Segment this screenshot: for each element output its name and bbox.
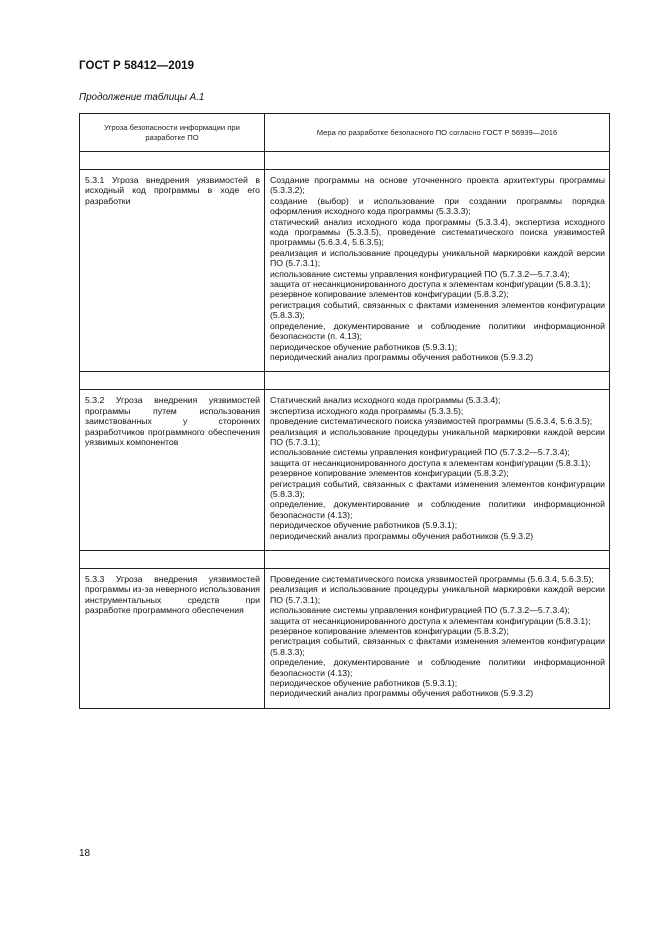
measure-item: проведение систематического поиска уязвимостей программы (5.6.3.4, 5.6.3.5); xyxy=(270,416,593,427)
measure-item: реализация и использование процедуры уникальной маркировки каждой версии ПО (5.7.3.1); xyxy=(270,247,605,269)
spacer-cell xyxy=(80,551,265,569)
threat-cell: 5.3.1 Угроза внедрения уязвимостей в исходный код программы в ходе его разработки xyxy=(80,170,265,372)
measure-item: периодическое обучение работников (5.9.3.1); xyxy=(270,678,458,689)
measure-item: регистрация событий, связанных с фактами изменения элементов конфигурации (5.8.3.3); xyxy=(270,636,605,657)
table-row xyxy=(80,569,610,709)
header-measure: Мера по разработке безопасного ПО согласно ГОСТ Р 56939—2016 xyxy=(265,114,610,152)
measure-item: определение, документирование и соблюдение политики информационной безопасности (4.13); xyxy=(270,657,605,678)
measure-item: резервное копирование элементов конфигурации (5.8.3.2); xyxy=(270,289,509,300)
measure-item: Создание программы на основе уточненного проекта архитектуры программы (5.3.3.2); xyxy=(270,175,605,196)
measure-item: периодический анализ программы обучения работников (5.9.3.2) xyxy=(270,351,534,362)
row-spacer xyxy=(80,551,610,569)
measure-item: Проведение систематического поиска уязвимостей программы (5.6.3.4, 5.6.3.5); xyxy=(270,574,594,584)
measure-item: регистрация событий, связанных с фактами изменения элементов конфигурации (5.8.3.3); xyxy=(270,478,605,499)
measure-item: резервное копирование элементов конфигурации (5.8.3.2); xyxy=(270,468,509,479)
threat-cell: 5.3.3 Угроза внедрения уязвимостей программы из-за неверного использования инструментальных средств при разработке программного обеспечения xyxy=(80,569,265,709)
measure-item: статический анализ исходного кода программы (5.3.3.4), экспертиза исходного кода программы (5.3.3.5), проведение систематического поиска уязвимостей программы (5.6.3.4, 5.6.3.5); xyxy=(270,216,605,248)
row-spacer xyxy=(80,152,610,170)
measure-item: использование системы управления конфигурацией ПО (5.7.3.2—5.7.3.4); xyxy=(270,605,570,616)
measure-item: использование системы управления конфигурацией ПО (5.7.3.2—5.7.3.4); xyxy=(270,447,570,458)
measure-item: резервное копирование элементов конфигурации (5.8.3.2); xyxy=(270,626,509,637)
measure-item: защита от несанкционированного доступа к элементам конфигурации (5.8.3.1); xyxy=(270,279,591,290)
measure-item: определение, документирование и соблюдение политики информационной безопасности (п. 4.13); xyxy=(270,320,605,342)
table-caption: Продолжение таблицы А.1 xyxy=(79,92,205,103)
measure-item: создание (выбор) и использование при создании программы порядка оформления исходного кода программы (5.3.3.3); xyxy=(270,195,605,217)
measure-item: периодический анализ программы обучения работников (5.9.3.2) xyxy=(270,688,534,699)
header-threat: Угроза безопасности информации при разработке ПО xyxy=(80,114,265,152)
document-code: ГОСТ Р 58412—2019 xyxy=(79,60,195,72)
measures-cell xyxy=(265,170,610,372)
measure-item: реализация и использование процедуры уникальной маркировки каждой версии ПО (5.7.3.1); xyxy=(270,584,605,605)
measure-item: Статический анализ исходного кода программы (5.3.3.4); xyxy=(270,395,501,406)
measure-item: периодический анализ программы обучения работников (5.9.3.2) xyxy=(270,530,534,541)
table-body xyxy=(80,152,610,709)
measure-item: регистрация событий, связанных с фактами изменения элементов конфигурации (5.8.3.3); xyxy=(270,299,605,321)
page-number: 18 xyxy=(79,848,91,859)
table-header-row xyxy=(80,114,610,152)
row-spacer xyxy=(80,372,610,390)
measure-item: использование системы управления конфигурацией ПО (5.7.3.2—5.7.3.4); xyxy=(270,268,570,279)
spacer-cell xyxy=(265,372,610,390)
measure-item: реализация и использование процедуры уникальной маркировки каждой версии ПО (5.7.3.1); xyxy=(270,426,605,447)
spacer-cell xyxy=(265,152,610,170)
table-row xyxy=(80,390,610,551)
spacer-cell xyxy=(265,551,610,569)
measure-item: периодическое обучение работников (5.9.3.1); xyxy=(270,520,458,531)
measure-item: определение, документирование и соблюдение политики информационной безопасности (4.13); xyxy=(270,499,605,520)
threat-cell: 5.3.2 Угроза внедрения уязвимостей программы путем использования заимствованных у сторонних разработчиков программного обеспечения уязвимых компонентов xyxy=(80,390,265,551)
measure-item: защита от несанкционированного доступа к элементам конфигурации (5.8.3.1); xyxy=(270,457,591,468)
measure-item: периодическое обучение работников (5.9.3.1); xyxy=(270,341,458,352)
measure-item: экспертиза исходного кода программы (5.3.3.5); xyxy=(270,405,464,416)
measures-cell xyxy=(265,390,610,551)
spacer-cell xyxy=(80,372,265,390)
spacer-cell xyxy=(80,152,265,170)
measure-item: защита от несанкционированного доступа к элементам конфигурации (5.8.3.1); xyxy=(270,615,591,626)
measures-cell xyxy=(265,569,610,709)
table-row xyxy=(80,170,610,372)
threat-measures-table xyxy=(79,113,610,709)
